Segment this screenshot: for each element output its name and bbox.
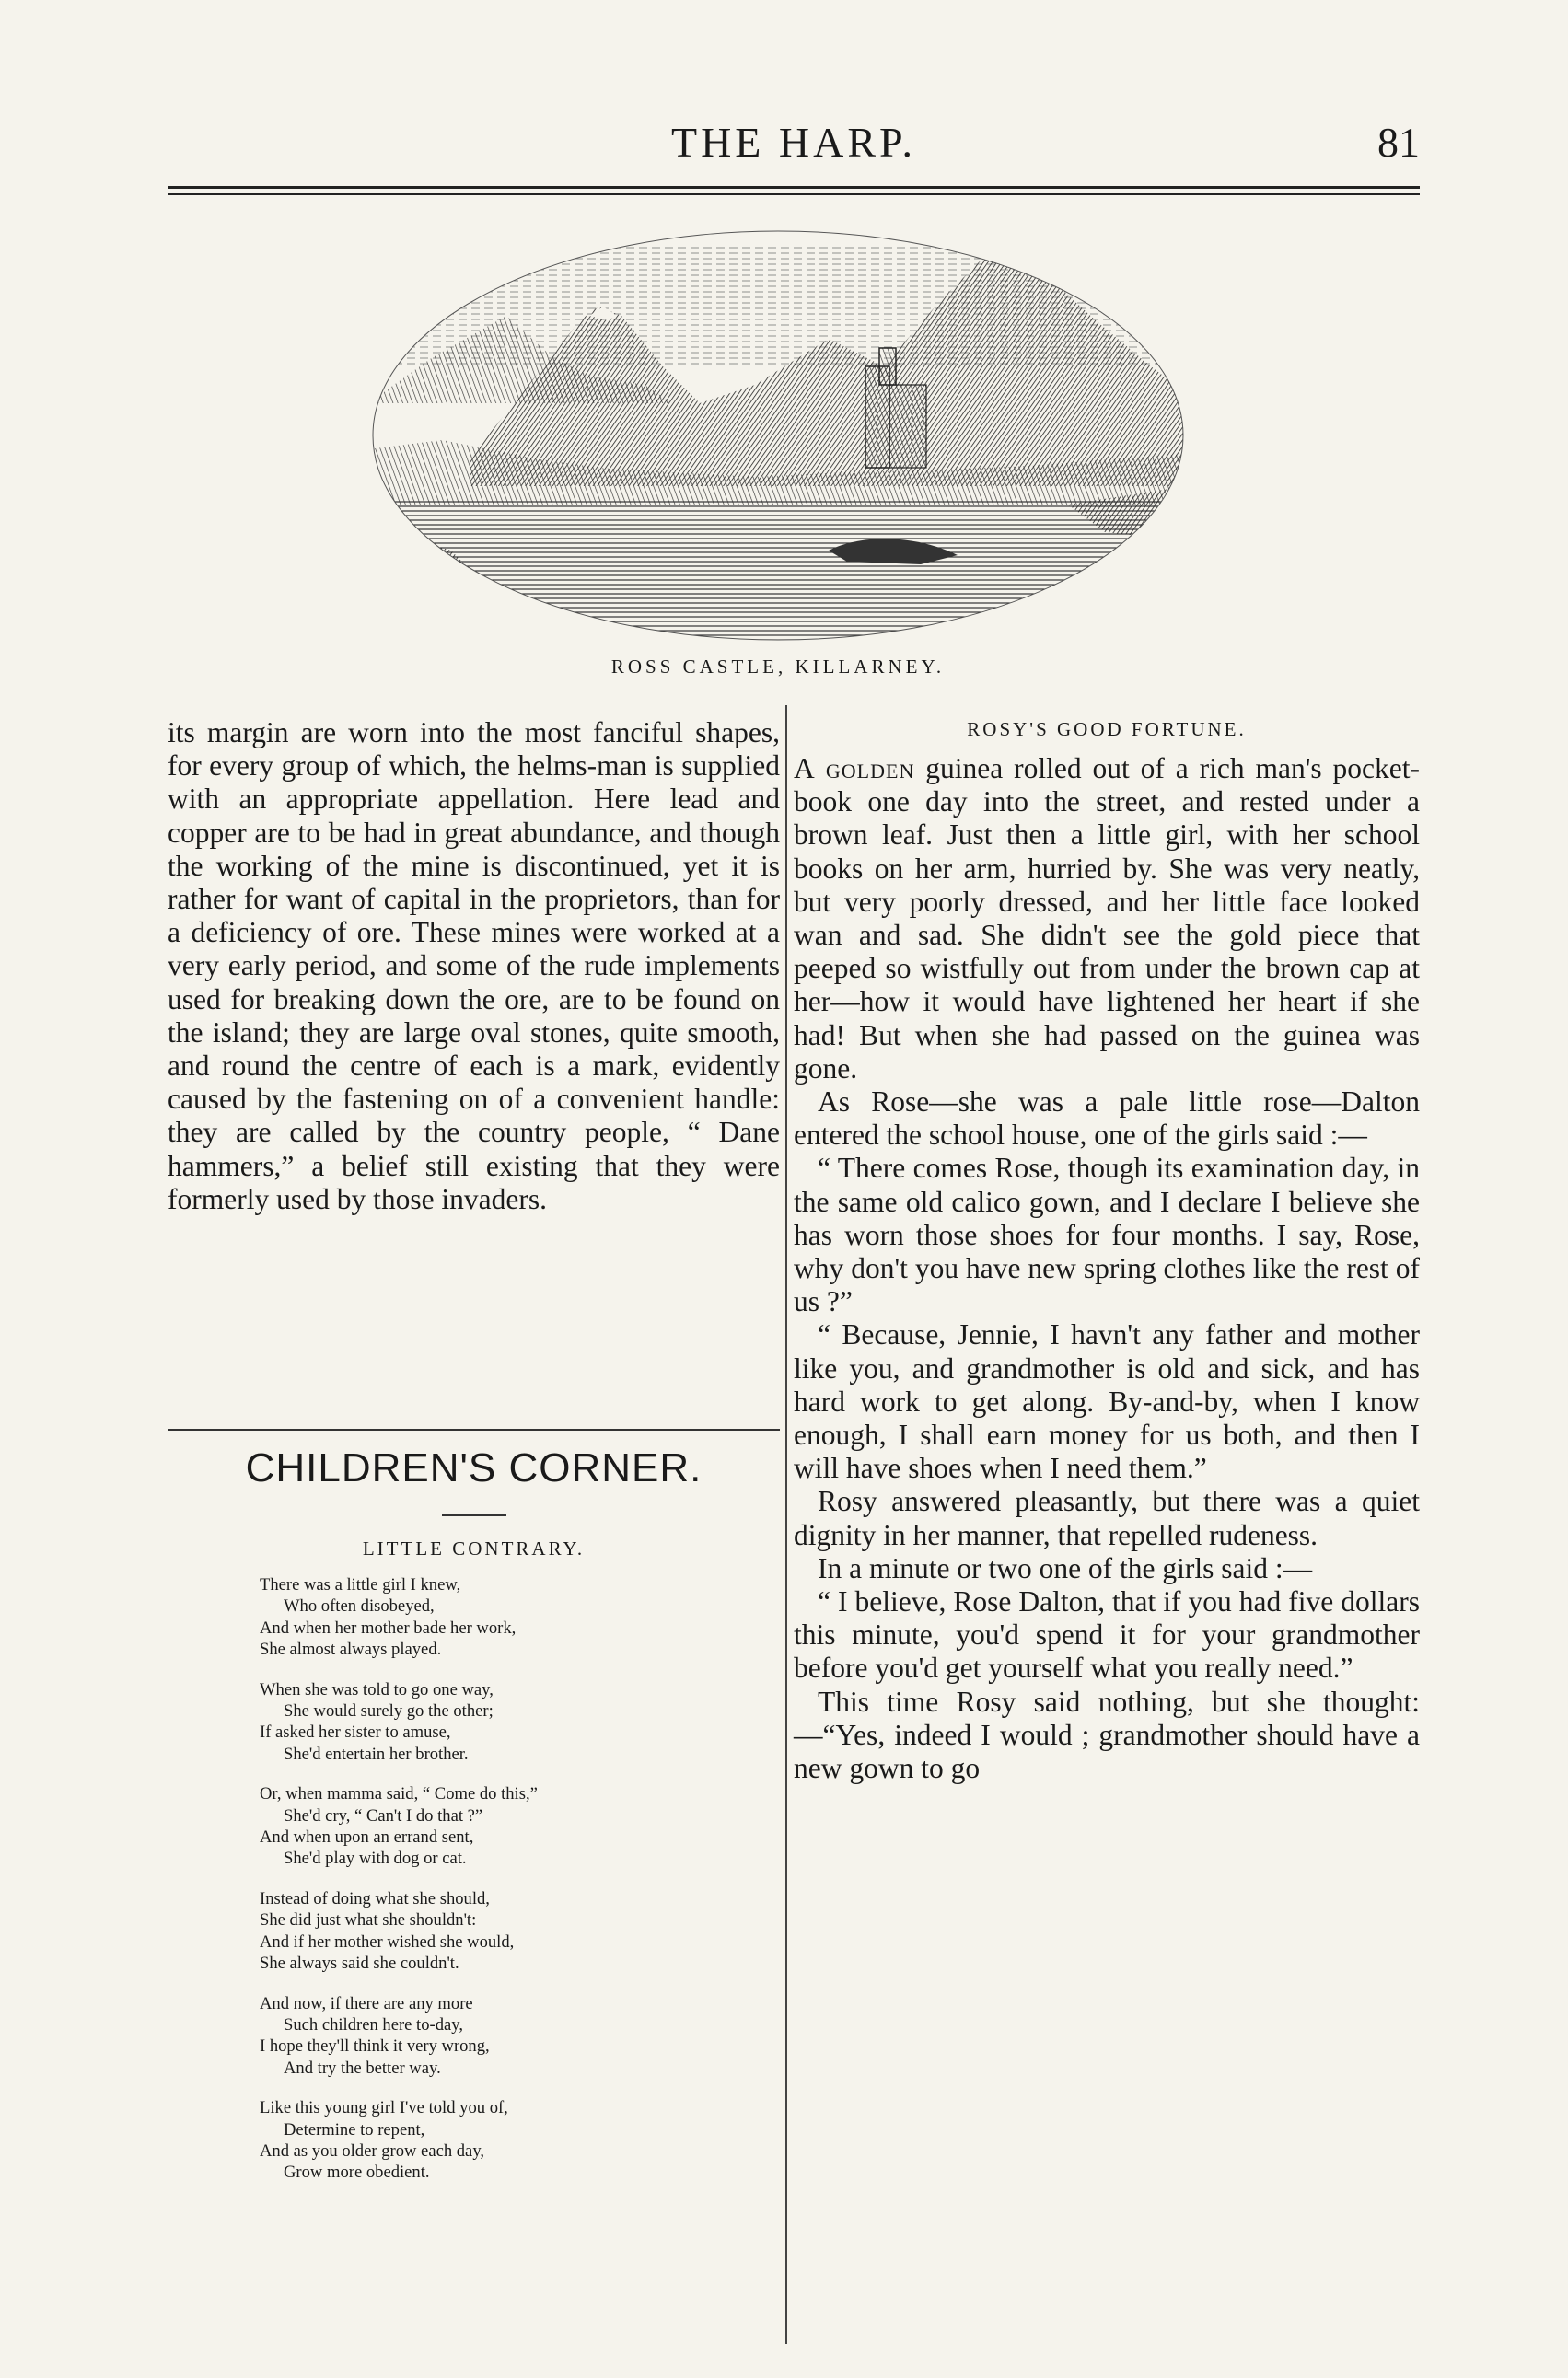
stanza [260,2097,775,2184]
header-rule-thin [168,193,1420,195]
right-column [794,716,1420,1785]
left-column [168,716,780,1216]
poem-line: She almost always played. [260,1640,442,1660]
story-paragraph: In a minute or two one of the girls said :— [818,1551,1313,1584]
poem-line: Who often disobeyed, [284,1596,435,1617]
poem-line: I hope they'll think it very wrong, [260,2036,490,2057]
poem-line: Instead of doing what she should, [260,1888,490,1908]
left-column-paragraph: its margin are worn into the most fanciful shapes, for every group of which, the helms-man is supplied with an appropriate appellation. Here lead and copper are to be had in great abundance, and though the working of the mine is discontinued, yet it is rather for want of capital in the proprietors, than for a deficiency of ore. These mines were worked at a very early period, and some of the rude implements used for breaking down the ore, are to be found on the island; they are large oval stones, quite smooth, and round the centre of each is a mark, evidently caused by the fastening on of a convenient handle: they are called by the country people, “ Dane hammers,” a belief still existing that they were formerly used by those invaders. [168,716,780,1215]
illustration-caption: ROSS CASTLE, KILLARNEY. [610,655,946,678]
section-separator [168,1429,780,1431]
story-body [794,752,1420,1785]
story-paragraph: As Rose—she was a pale little rose—Dalton entered the school house, one of the girls said :— [794,1085,1420,1152]
poem-line: There was a little girl I knew, [260,1575,461,1595]
poem-line: Like this young girl I've told you of, [260,2098,508,2118]
section-title: CHILDREN'S CORNER. [245,1445,703,1491]
stanza [260,1888,775,1975]
title-underline [442,1514,506,1516]
story-title: ROSY'S GOOD FORTUNE. [967,718,1247,740]
story-lead-word: A golden [794,752,915,784]
poem-line: She always said she couldn't. [260,1954,459,1974]
page-header [168,118,1420,173]
ross-castle-engraving [368,228,1188,643]
story-paragraph: “ There comes Rose, though its examination day, in the same old calico gown, and I declare I believe she has worn those shoes for four months. I say, Rose, why don't you have new spring clothes like the rest of us ?” [794,1152,1420,1318]
poem-line: She'd cry, “ Can't I do that ?” [284,1805,483,1826]
poem-line: And as you older grow each day, [260,2140,485,2161]
poem-line: Such children here to-day, [284,2014,463,2035]
poem-line: She did just what she shouldn't: [260,1910,477,1931]
poem-line: She would surely go the other; [284,1701,494,1722]
poem-line: When she was told to go one way, [260,1679,494,1699]
poem-title: LITTLE CONTRARY. [362,1537,586,1560]
stanza [260,1993,775,2080]
poem-line: She'd entertain her brother. [284,1744,469,1764]
poem-line: If asked her sister to amuse, [260,1723,451,1743]
page-number: 81 [1377,119,1420,166]
header-rule [168,186,1420,189]
poem-line: Determine to repent, [284,2119,425,2140]
poem-line: And now, if there are any more [260,1993,473,2013]
magazine-title: THE HARP. [670,119,917,166]
story-paragraph [794,752,1420,1085]
story-paragraph: Rosy answered pleasantly, but there was a quiet dignity in her manner, that repelled rudeness. [794,1485,1420,1551]
poem-line: And if her mother wished she would, [260,1931,515,1952]
story-paragraph: This time Rosy said nothing, but she thought:—“Yes, indeed I would ; grandmother should have a new gown to go [794,1685,1420,1785]
story-paragraph-text: guinea rolled out of a rich man's pocket-book one day into the street, and rested under a brown leaf. Just then a little girl, with her school books on her arm, hurried by. She was very neatly, but very poorly dressed, and her little face looked wan and sad. She didn't see the gold piece that peeped so wistfully out from under the brown cap at her—how it would have lightened her heart if she had! But when she had passed on the guinea was gone. [794,752,1420,1085]
poem-line: Or, when mamma said, “ Come do this,” [260,1784,538,1804]
stanza [260,1679,775,1766]
stanza [260,1574,775,1661]
poem-line: She'd play with dog or cat. [284,1849,467,1869]
poem-line: Grow more obedient. [284,2163,430,2183]
poem-line: And when upon an errand sent, [260,1827,474,1848]
story-paragraph: “ Because, Jennie, I havn't any father and mother like you, and grandmother is old and sick, and has hard work to get along. By-and-by, when I know enough, I shall earn money for us both, and then I will have shoes when I need them.” [794,1318,1420,1485]
poem-line: And try the better way. [284,2058,441,2078]
poem-line: And when her mother bade her work, [260,1618,517,1638]
poem [260,1574,775,2202]
column-divider [785,705,787,2344]
story-paragraph: “ I believe, Rose Dalton, that if you had five dollars this minute, you'd spend it for your grandmother before you'd get yourself what you really need.” [794,1585,1420,1685]
stanza [260,1783,775,1870]
